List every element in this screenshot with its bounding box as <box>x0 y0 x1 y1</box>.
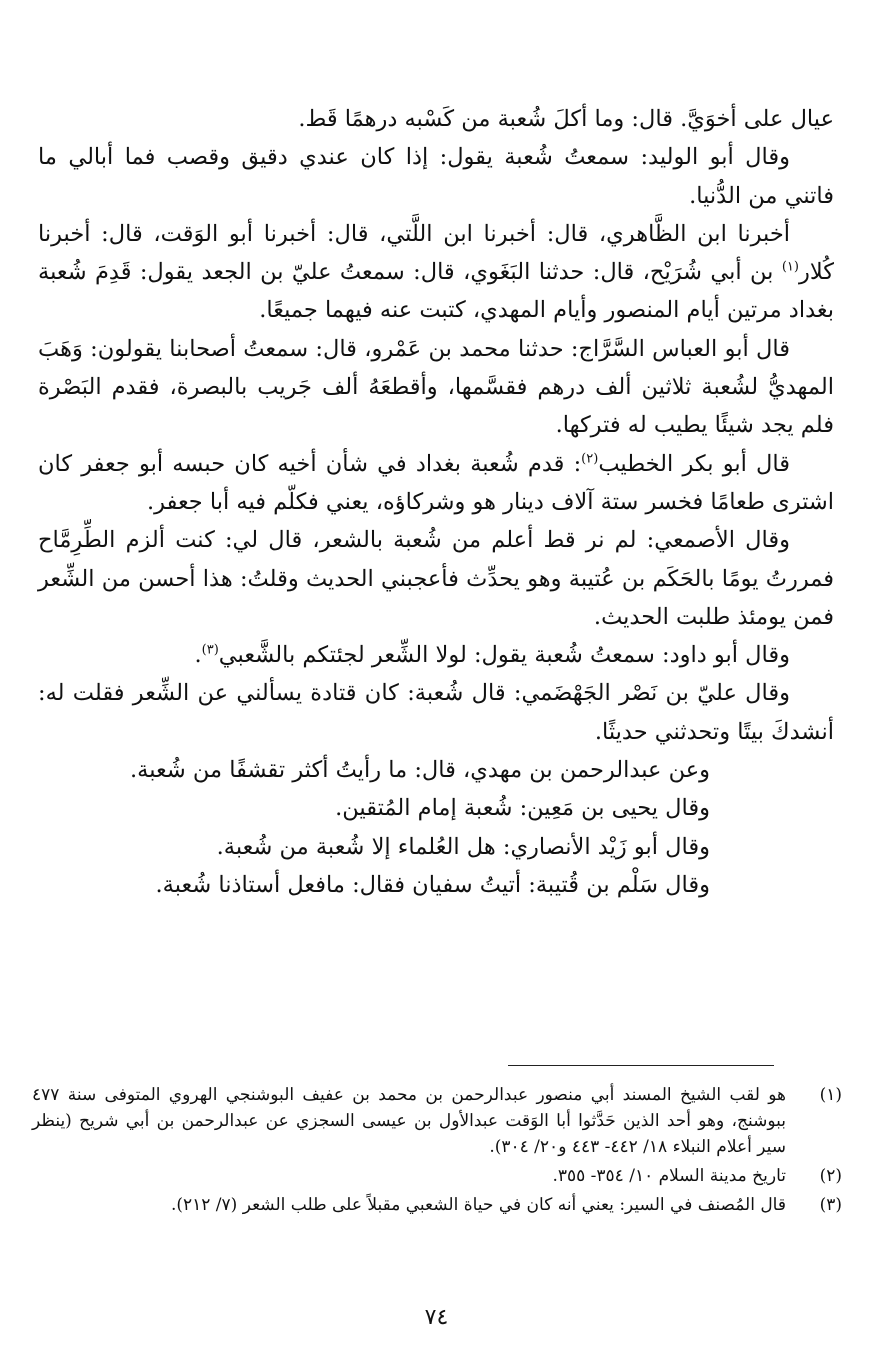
footnote-separator <box>508 1065 774 1066</box>
paragraph-7-text: وقال أبو داود: سمعتُ شُعبة يقول: لولا الشِّعر لجئتكم بالشَّعبي <box>218 642 790 669</box>
footnote-mark-1[interactable]: (١) <box>781 259 799 275</box>
paragraph-6: وقال الأصمعي: لم نر قط أعلم من شُعبة بالشعر، قال لي: كنت ألزم الطِّرِمَّاح فمررتُ يومًا بالحَكَم بن عُتيبة وهو يحدِّث فأعجبني الحديث وقلتُ: هذا أحسن من الشِّعر فمن يومئذ طلبت الحديث. <box>38 527 834 630</box>
footnotes <box>32 1082 842 1221</box>
main-text <box>38 100 834 904</box>
footnote-number: (٣) <box>819 1195 842 1215</box>
footnote-mark-3[interactable]: (٣) <box>201 642 219 658</box>
paragraph-8: وقال عليّ بن نَصْر الجَهْضَمي: قال شُعبة: كان قتادة يسألني عن الشِّعر فقلت له: أنشدكَ بيتًا وتحدثني حديثًا. <box>38 680 834 745</box>
paragraph-9: وعن عبدالرحمن بن مهدي، قال: ما رأيتُ أكثر تقشفًا من شُعبة. <box>130 757 710 784</box>
footnote-text: هو لقب الشيخ المسند أبي منصور عبدالرحمن بن محمد بن عفيف البوشنجي الهروي المتوفى سنة ٤٧٧ ببوشنج، وهو أحد الذين حَدَّثوا أبا الوَقت عبدالأول بن عيسى السجزي عن عبدالرحمن بن أبي شريح (ينظر سير أعلام النبلاء ١٨/ ٤٤٢- ٤٤٣ و٢٠/ ٣٠٤). <box>32 1085 786 1157</box>
paragraph-10: وقال يحيى بن مَعِين: شُعبة إمام المُتقين. <box>335 795 710 822</box>
paragraph-2: وقال أبو الوليد: سمعتُ شُعبة يقول: إذا كان عندي دقيق وقصب فما أبالي ما فاتني من الدُّنيا. <box>38 144 834 209</box>
footnote-2 <box>32 1163 842 1189</box>
paragraph-3-start: أخبرنا ابن الظَّاهري، قال: أخبرنا ابن اللَّتي، قال: أخبرنا أبو الوَقت، قال: أخبرنا كُلار <box>38 220 834 286</box>
paragraph-5-rest: : قدم شُعبة بغداد في شأن أخيه كان حبسه أبو جعفر كان اشترى طعامًا فخسر ستة آلاف دينار هو وشركاؤه، يعني فكلّم فيه أبا جعفر. <box>38 450 834 515</box>
footnote-text: قال المُصنف في السير: يعني أنه كان في حياة الشعبي مقبلاً على طلب الشعر (٧/ ٢١٢). <box>170 1195 786 1215</box>
paragraph-3-rest: بن أبي شُرَيْح، قال: حدثنا البَغَوي، قال: سمعتُ عليّ بن الجعد يقول: قَدِمَ شُعبة بغداد مرتين أيام المنصور وأيام المهدي، كتبت عنه فيهما جميعًا. <box>38 259 834 324</box>
footnote-1 <box>32 1082 842 1160</box>
paragraph-4: قال أبو العباس السَّرَّاج: حدثنا محمد بن عَمْرو، قال: سمعتُ أصحابنا يقولون: وَهَبَ المهديُّ لشُعبة ثلاثين ألف درهم فقسَّمها، وأقطعَهُ ألف جَريب بالبصرة، فقدم البَصْرة فلم يجد شيئًا يطيب له فتركها. <box>38 335 834 439</box>
footnote-mark-2[interactable]: (٢) <box>581 451 599 467</box>
page-number: ٧٤ <box>424 1305 449 1330</box>
paragraph-12: وقال سَلْم بن قُتيبة: أتيتُ سفيان فقال: مافعل أستاذنا شُعبة. <box>155 871 710 898</box>
footnote-number: (١) <box>819 1085 842 1105</box>
footnote-3 <box>32 1192 842 1218</box>
paragraph-5 <box>38 445 834 522</box>
footnote-number: (٢) <box>819 1166 842 1186</box>
paragraph-5-start: قال أبو بكر الخطيب <box>598 450 790 477</box>
paragraph-3 <box>38 215 834 330</box>
footnote-text: تاريخ مدينة السلام ١٠/ ٣٥٤- ٣٥٥. <box>552 1166 786 1186</box>
paragraph-11: وقال أبو زَيْد الأنصاري: هل العُلماء إلا شُعبة من شُعبة. <box>216 833 710 860</box>
paragraph-7: وقال أبو داود: سمعتُ شُعبة يقول: لولا الشِّعر لجئتكم بالشَّعبي$^{(٣)}$. <box>194 642 790 669</box>
paragraph-1: عيال على أخوَيَّ. قال: وما أكلَ شُعبة من كَسْبه درهمًا قَط. <box>298 106 834 132</box>
